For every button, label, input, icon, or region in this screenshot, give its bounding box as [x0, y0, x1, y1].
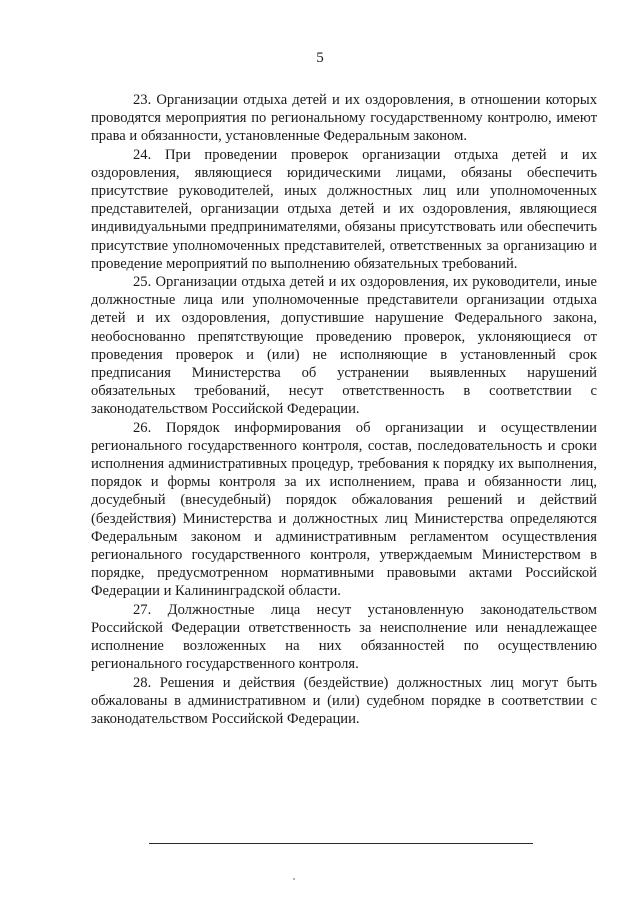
page-number: 5 [316, 50, 324, 66]
paragraph-26: 26. Порядок информирования об организации и осуществлении регионального государственного контроля, состав, последовательность и сроки исполнения административных процедур, требования к порядку их выполнения, порядок и формы контроля за их исполнением, права и обязанности лиц, досудебный (внесудебный) порядок обжалования решений и действий (бездействия) Министерства и должностных лиц Министерства определяются Федеральным законом и административным регламентом осуществления регионального государственного контроля, утверждаемым Министерством в порядке, предусмотренном нормативными правовыми актами Российской Федерации и Калининградской области. [91, 419, 597, 600]
paragraph-27: 27. Должностные лица несут установленную законодательством Российской Федерации ответственность за неисполнение или ненадлежащее исполнение возложенных на них обязанностей по осуществлению регионального государственного контроля. [91, 601, 597, 673]
paragraph-25: 25. Организации отдыха детей и их оздоровления, их руководители, иные должностные лица или уполномоченные представители организации отдыха детей и их оздоровления, допустившие нарушение Федерального закона, необоснованно препятствующие проведению проверок, уклоняющиеся от проведения проверок и (или) не исполняющие в установленный срок предписания Министерства об устранении выявленных нарушений обязательных требований, несут ответственность в соответствии с законодательством Российской Федерации. [91, 274, 597, 418]
document-body [91, 91, 597, 728]
paragraph-23: 23. Организации отдыха детей и их оздоровления, в отношении которых проводятся мероприятия по региональному государственному контролю, имеют права и обязанности, установленные Федеральным законом. [91, 92, 597, 145]
scan-speck [293, 878, 295, 880]
paragraph-24: 24. При проведении проверок организации отдыха детей и их оздоровления, являющиеся юридическими лицами, обязаны обеспечить присутствие руководителей, иных должностных лиц или уполномоченных представителей, организации отдыха детей и их оздоровления, являющиеся индивидуальными предпринимателями, обязаны присутствовать или обеспечить присутствие уполномоченных представителей, ответственных за организацию и проведение мероприятий по выполнению обязательных требований. [91, 146, 597, 272]
footer-rule [149, 843, 533, 844]
paragraph-28: 28. Решения и действия (бездействие) должностных лиц могут быть обжалованы в административном и (или) судебном порядке в соответствии с законодательством Российской Федерации. [91, 674, 597, 727]
